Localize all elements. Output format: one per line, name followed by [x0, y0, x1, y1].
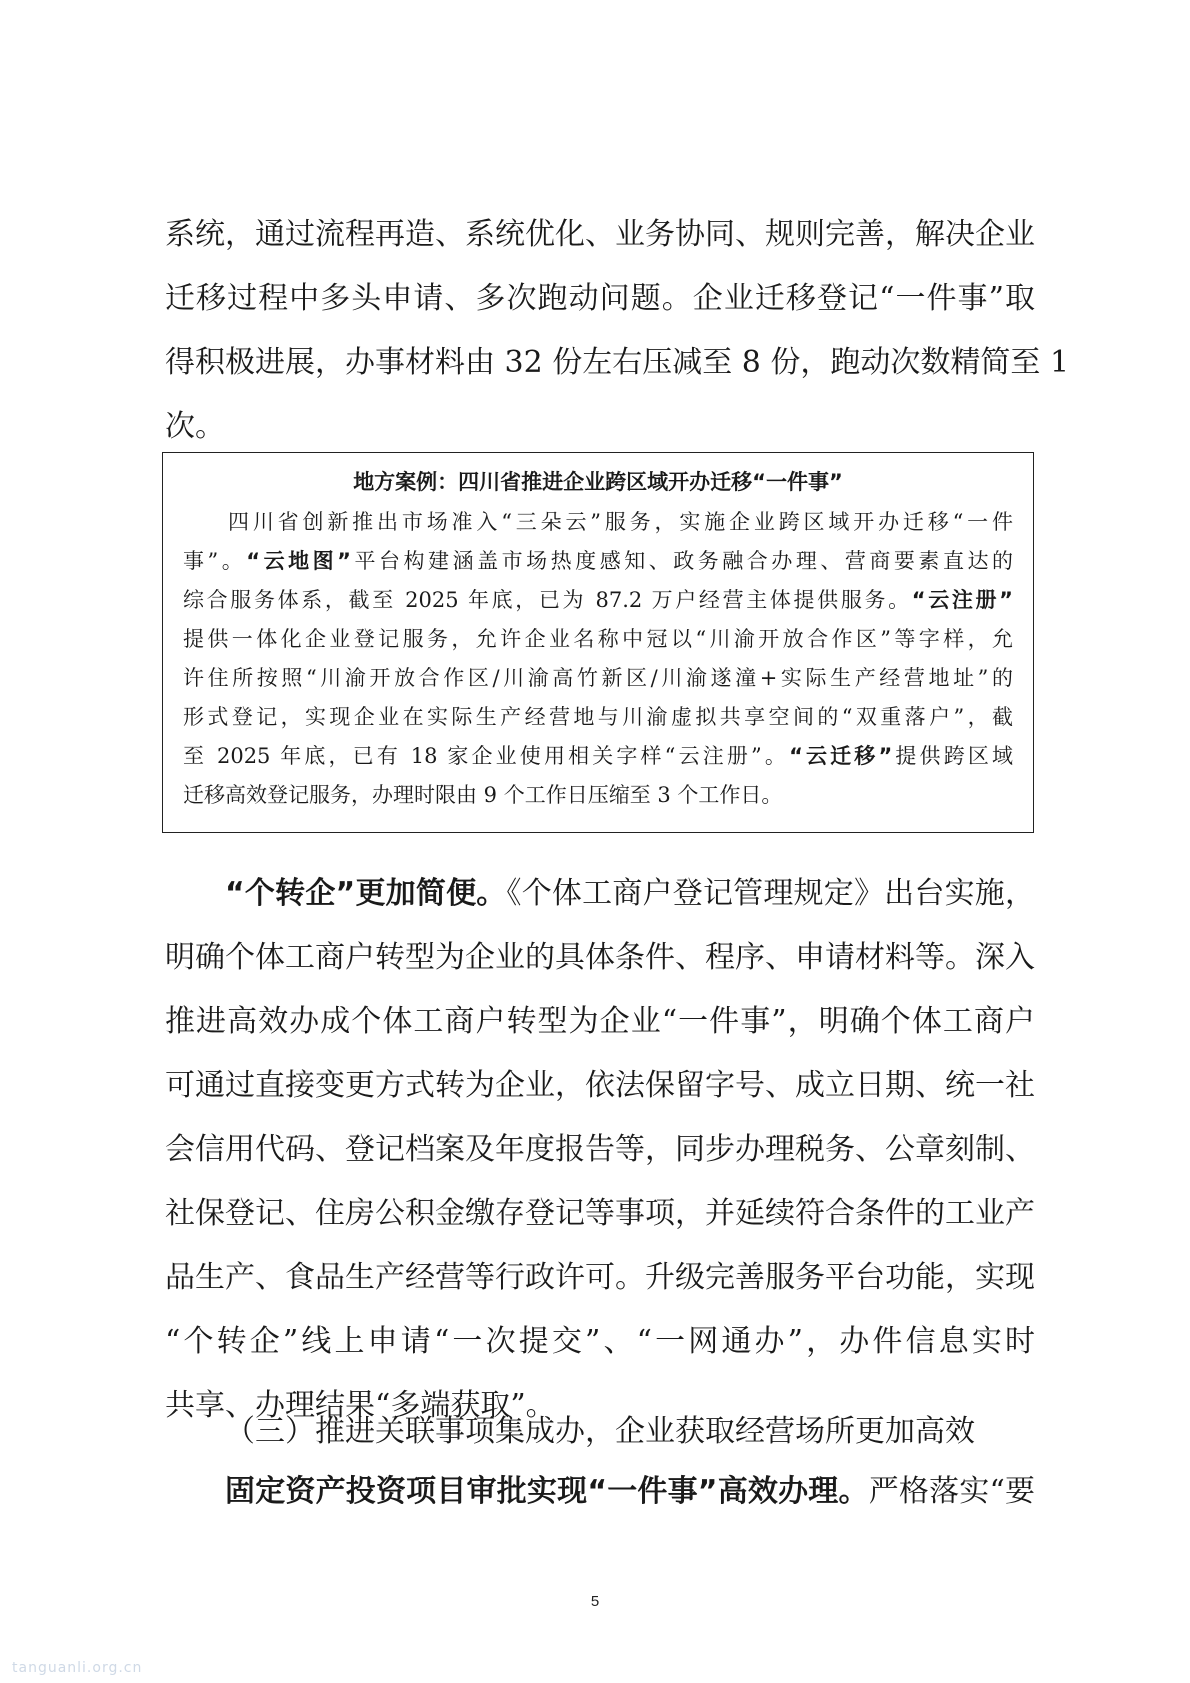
case-text: 综合服务体系，截至 2025 年底，已为 87.2 万户经营主体提供服务。: [183, 588, 912, 612]
page-number: 5: [590, 1593, 600, 1610]
paragraph-line: 会信用代码、登记档案及年度报告等，同步办理税务、公章刻制、: [165, 1132, 1035, 1167]
paragraph-lead: 固定资产投资项目审批实现“一件事”高效办理。: [225, 1474, 869, 1509]
paragraph-line: 系统，通过流程再造、系统优化、业务协同、规则完善，解决企业: [165, 217, 1035, 252]
case-text: 平台构建涵盖市场热度感知、政务融合办理、营商要素直达的: [350, 549, 1013, 573]
case-bold-term: “云注册”: [911, 588, 1013, 612]
paragraph-lead: “个转企”更加简便。: [225, 876, 507, 911]
paragraph-line: “个转企”线上申请“一次提交”、“一网通办”，办件信息实时: [165, 1324, 1035, 1359]
case-study-title: 地方案例：四川省推进企业跨区域开办迁移“一件事”: [353, 470, 843, 494]
paragraph-text: 严格落实“要: [868, 1474, 1035, 1509]
watermark: tanguanli.org.cn: [12, 1660, 143, 1676]
case-line: [183, 737, 1013, 776]
case-line: [183, 581, 1013, 620]
case-study-box: [162, 452, 1034, 833]
case-text: 至 2025 年底，已有 18 家企业使用相关字样“云注册”。: [183, 744, 790, 768]
case-bold-term: “云迁移”: [789, 744, 893, 768]
case-text: 提供跨区域: [892, 744, 1014, 768]
paragraph-line: 得积极进展，办事材料由 32 份左右压减至 8 份，跑动次数精简至 1: [165, 345, 1070, 380]
case-line: 四川省创新推出市场准入“三朵云”服务，实施企业跨区域开办迁移“一件: [228, 510, 1013, 534]
paragraph-line: 次。: [165, 409, 225, 444]
individual-business-paragraph: [165, 862, 1035, 1438]
case-text: 事”。: [183, 549, 247, 573]
case-line: 提供一体化企业登记服务，允许企业名称中冠以“川渝开放合作区”等字样，允: [183, 627, 1013, 651]
section-heading-block: [165, 1400, 1035, 1464]
section-heading: （三）推进关联事项集成办，企业获取经营场所更加高效: [225, 1414, 975, 1449]
fixed-asset-paragraph: [165, 1460, 1035, 1524]
case-line: 迁移高效登记服务，办理时限由 9 个工作日压缩至 3 个工作日。: [183, 783, 783, 807]
paragraph-line: 品生产、食品生产经营等行政许可。升级完善服务平台功能，实现: [165, 1260, 1035, 1295]
case-bold-term: “云地图”: [246, 549, 351, 573]
paragraph-line: [165, 1460, 1035, 1524]
paragraph-line: 推进高效办成个体工商户转型为企业“一件事”，明确个体工商户: [165, 1004, 1035, 1039]
case-line: 形式登记，实现企业在实际生产经营地与川渝虚拟共享空间的“双重落户”，截: [183, 705, 1013, 729]
top-paragraph: [165, 203, 1070, 459]
paragraph-line: 社保登记、住房公积金缴存登记等事项，并延续符合条件的工业产: [165, 1196, 1035, 1231]
paragraph-line: 迁移过程中多头申请、多次跑动问题。企业迁移登记“一件事”取: [165, 281, 1035, 316]
paragraph-line: 可通过直接变更方式转为企业，依法保留字号、成立日期、统一社: [165, 1068, 1035, 1103]
case-study-body: [183, 503, 1013, 815]
paragraph-line: [165, 862, 1035, 926]
case-line: [183, 542, 1013, 581]
paragraph-line: 明确个体工商户转型为企业的具体条件、程序、申请材料等。深入: [165, 940, 1035, 975]
paragraph-line: 共享、办理结果“多端获取”。: [165, 1388, 556, 1423]
paragraph-text: 《个体工商户登记管理规定》出台实施，: [506, 876, 1036, 911]
case-line: 许住所按照“川渝开放合作区/川渝高竹新区/川渝遂潼+实际生产经营地址”的: [183, 666, 1013, 690]
